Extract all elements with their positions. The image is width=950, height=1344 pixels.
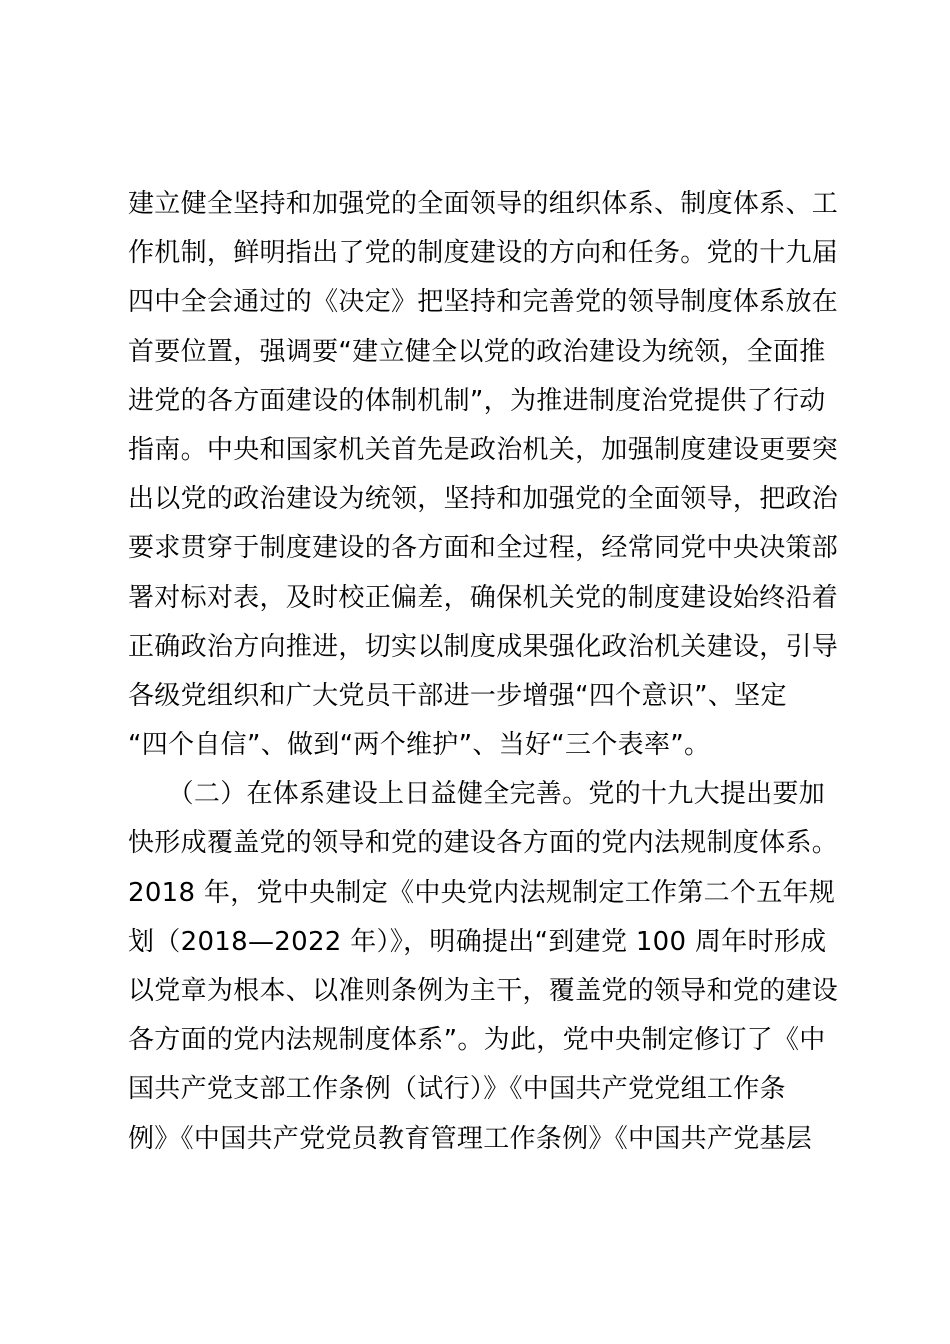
text-line: 各级党组织和广大党员干部进一步增强“四个意识”、坚定 [128,680,787,711]
text-line: 指南。中央和国家机关首先是政治机关，加强制度建设更要突 [128,434,839,465]
text-line: 划（2018—2022 年）》，明确提出“到建党 100 周年时形成 [128,926,827,957]
text-line: 首要位置，强调要“建立健全以党的政治建设为统领，全面推 [128,336,826,367]
text-line: 署对标对表，及时校正偏差，确保机关党的制度建设始终沿着 [128,582,839,613]
text-line: 2018 年，党中央制定《中央党内法规制定工作第二个五年规 [128,877,836,908]
text-line: 正确政治方向推进，切实以制度成果强化政治机关建设，引导 [128,631,839,662]
text-line: 快形成覆盖党的领导和党的建设各方面的党内法规制度体系。 [128,828,839,859]
text-line: 进党的各方面建设的体制机制”，为推进制度治党提供了行动 [128,385,826,416]
text-line: 四中全会通过的《决定》把坚持和完善党的领导制度体系放在 [128,287,839,318]
text-line: 国共产党支部工作条例（试行）》《中国共产党党组工作条 [128,1074,786,1105]
text-line: （二）在体系建设上日益健全完善。党的十九大提出要加 [128,779,826,810]
text-line: 要求贯穿于制度建设的各方面和全过程，经常同党中央决策部 [128,533,839,564]
text-line: 建立健全坚持和加强党的全面领导的组织体系、制度体系、工 [128,189,839,219]
text-line: 例》《中国共产党党员教育管理工作条例》《中国共产党基层 [128,1123,813,1154]
text-line: 出以党的政治建设为统领，坚持和加强党的全面领导，把政治 [128,484,839,515]
text-line: 各方面的党内法规制度体系”。为此，党中央制定修订了《中 [128,1025,826,1056]
body-text [128,180,848,1164]
text-line: “四个自信”、做到“两个维护”、当好“三个表率”。 [128,730,711,761]
text-line: 以党章为根本、以准则条例为主干，覆盖党的领导和党的建设 [128,976,839,1006]
text-line: 作机制，鲜明指出了党的制度建设的方向和任务。党的十九届 [128,238,839,269]
